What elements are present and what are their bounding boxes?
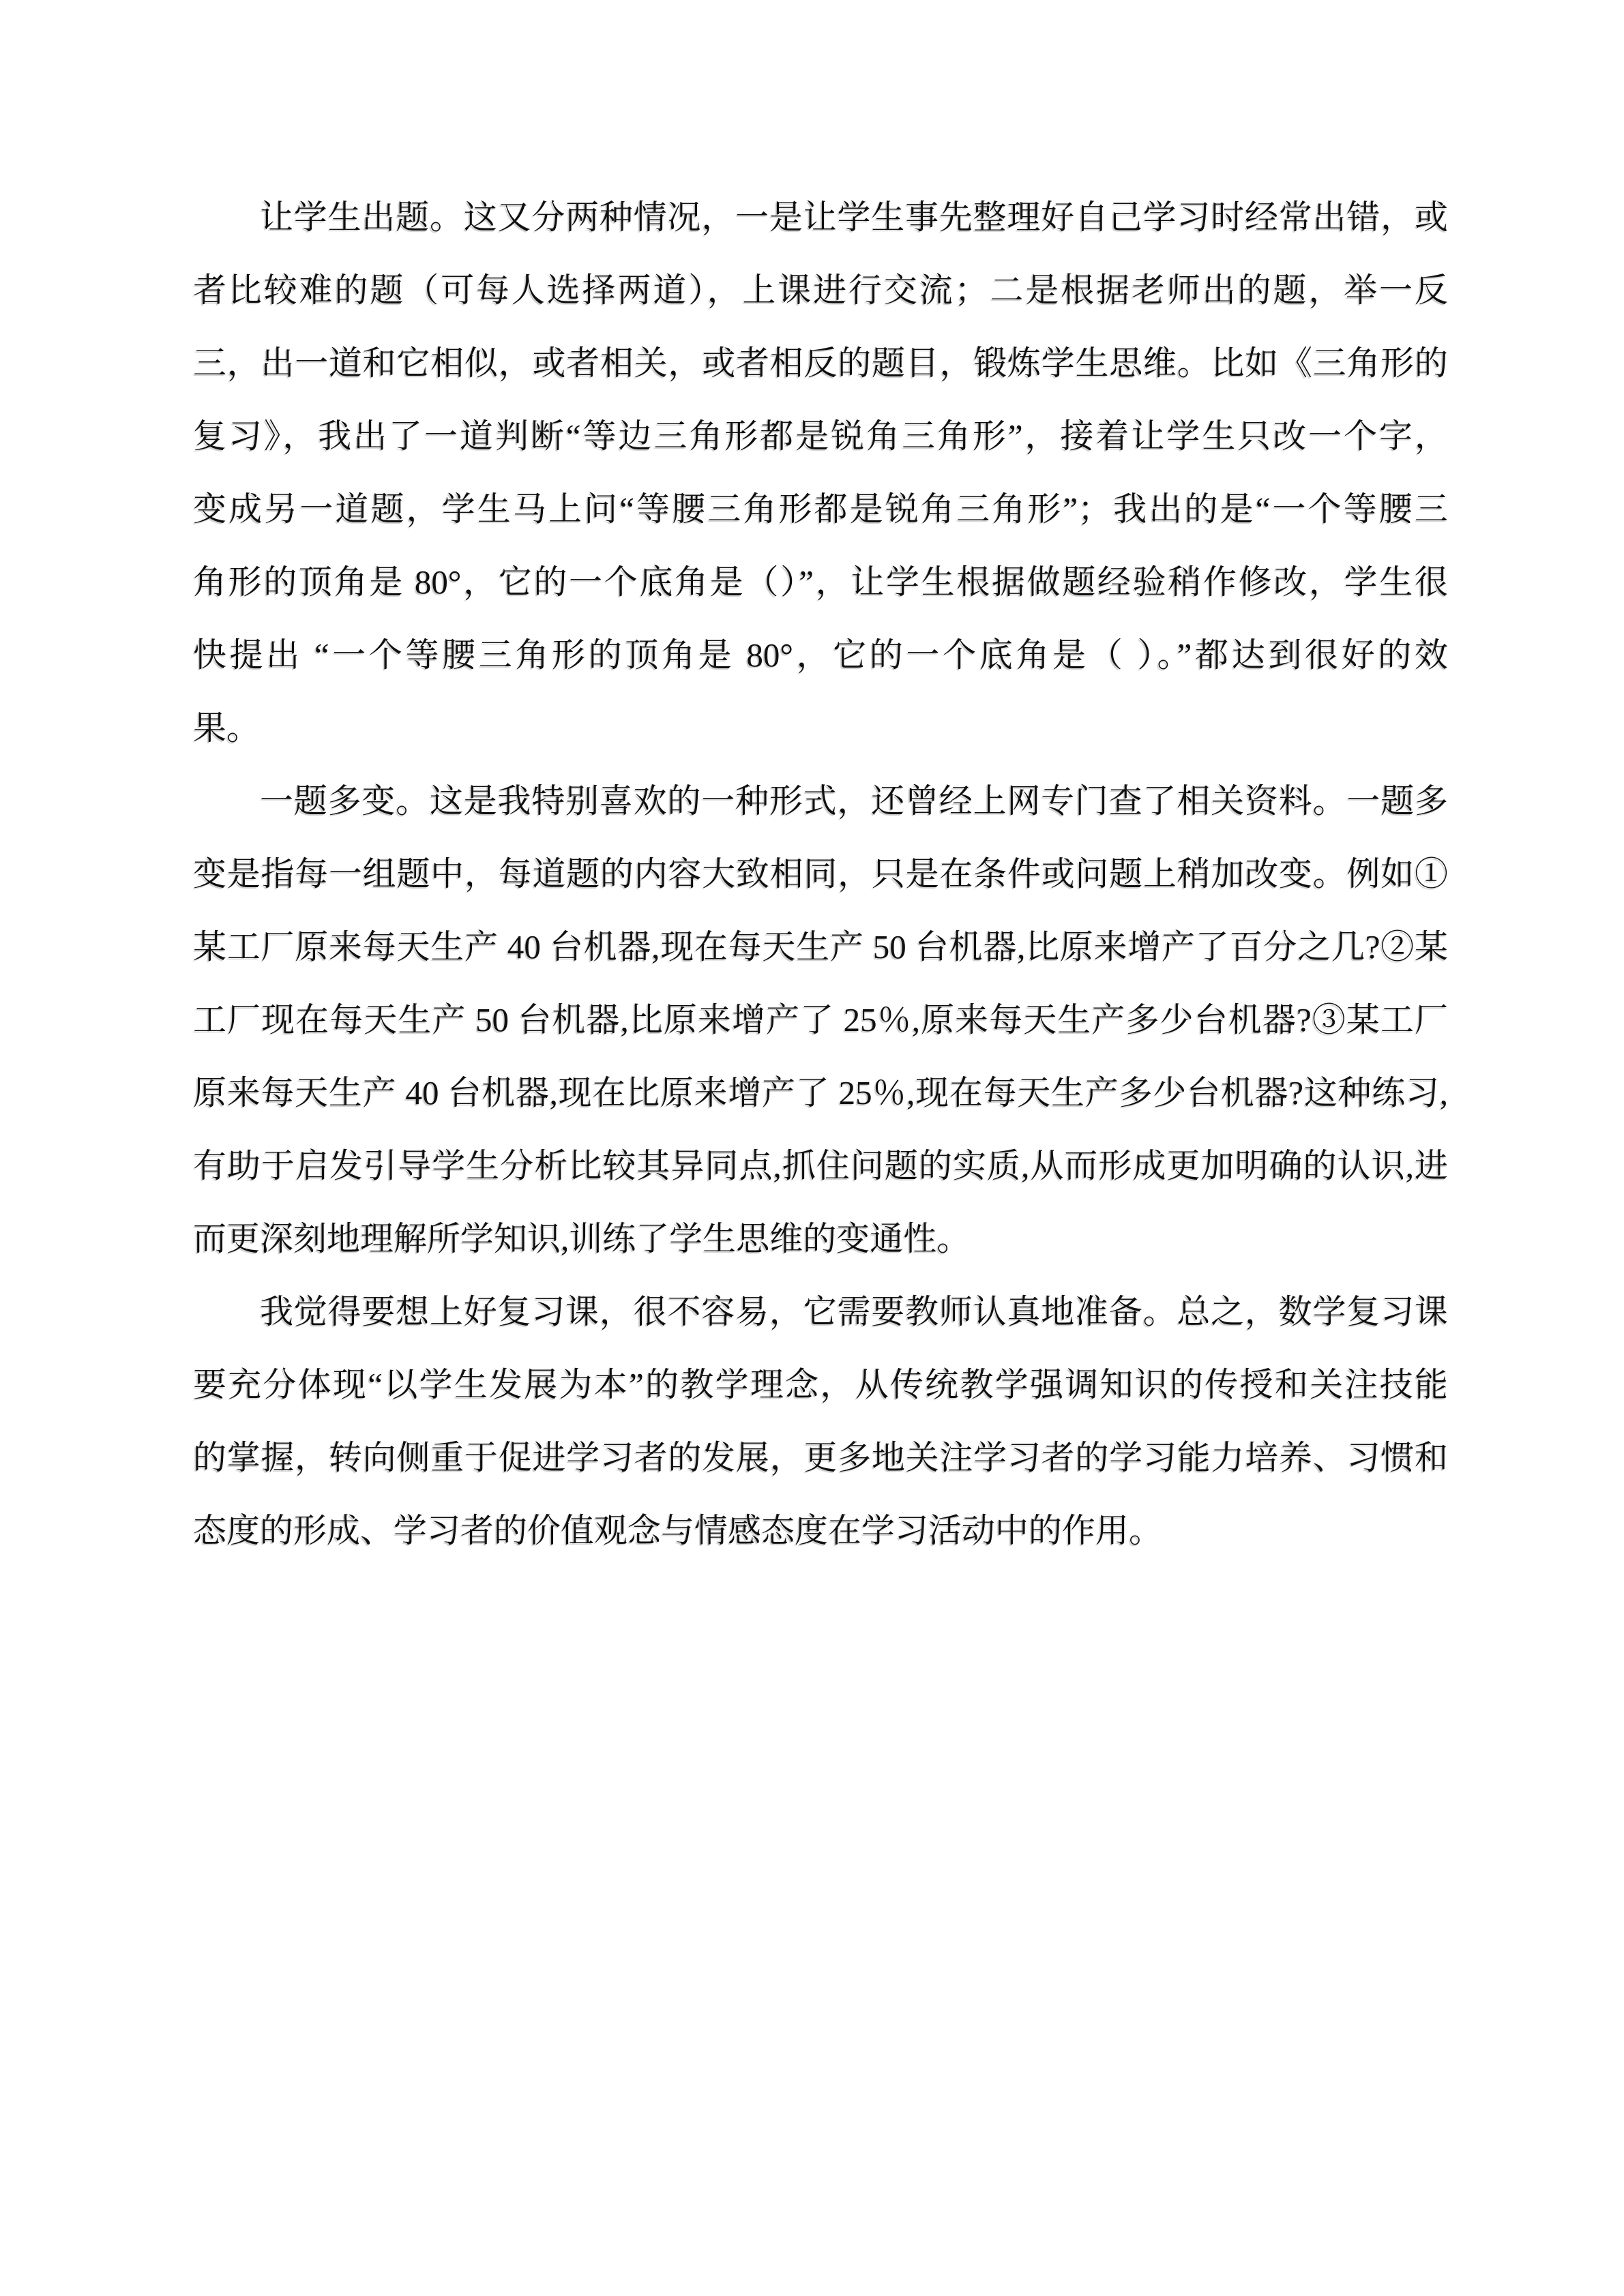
text-line: 态度的形成、学习者的价值观念与情感态度在学习活动中的作用。 bbox=[193, 1512, 1163, 1549]
text-line: 而更深刻地理解所学知识,训练了学生思维的变通性。 bbox=[193, 1220, 971, 1257]
text-line: 变成另一道题，学生马上问“等腰三角形都是锐角三角形”；我出的是“一个等腰三 bbox=[193, 490, 1448, 528]
text-line: 某工厂原来每天生产 40 台机器,现在每天生产 50 台机器,比原来增产了百分之几?②某 bbox=[193, 928, 1448, 966]
text-line: 果。 bbox=[193, 709, 261, 747]
text-line: 要充分体现“以学生发展为本”的教学理念，从传统教学强调知识的传授和关注技能 bbox=[193, 1366, 1448, 1403]
text-line: 变是指每一组题中，每道题的内容大致相同，只是在条件或问题上稍加改变。例如① bbox=[193, 855, 1448, 893]
text-line: 工厂现在每天生产 50 台机器,比原来增产了 25％,原来每天生产多少台机器?③某工厂 bbox=[193, 1001, 1448, 1039]
text-line: 快提出 “一个等腰三角形的顶角是 80°，它的一个底角是（ ）。”都达到很好的效 bbox=[193, 636, 1448, 674]
document-text-block bbox=[193, 181, 1448, 1567]
text-line: 我觉得要想上好复习课，很不容易，它需要教师认真地准备。总之，数学复习课 bbox=[260, 1293, 1448, 1330]
text-line: 让学生出题。这又分两种情况，一是让学生事先整理好自己学习时经常出错，或 bbox=[260, 198, 1448, 236]
text-line: 一题多变。这是我特别喜欢的一种形式，还曾经上网专门查了相关资料。一题多 bbox=[260, 782, 1448, 820]
text-line: 复习》，我出了一道判断“等边三角形都是锐角三角形”，接着让学生只改一个字， bbox=[193, 417, 1448, 455]
text-line: 者比较难的题（可每人选择两道），上课进行交流；二是根据老师出的题，举一反 bbox=[193, 271, 1448, 309]
text-line: 角形的顶角是 80°，它的一个底角是（）”，让学生根据做题经验稍作修改，学生很 bbox=[193, 563, 1448, 601]
text-line: 三，出一道和它相似，或者相关，或者相反的题目，锻炼学生思维。比如《三角形的 bbox=[193, 344, 1448, 382]
text-line: 有助于启发引导学生分析比较其异同点,抓住问题的实质,从而形成更加明确的认识,进 bbox=[193, 1147, 1448, 1184]
text-line: 的掌握，转向侧重于促进学习者的发展，更多地关注学习者的学习能力培养、习惯和 bbox=[193, 1439, 1448, 1476]
text-line: 原来每天生产 40 台机器,现在比原来增产了 25％,现在每天生产多少台机器?这种练习, bbox=[193, 1074, 1448, 1112]
